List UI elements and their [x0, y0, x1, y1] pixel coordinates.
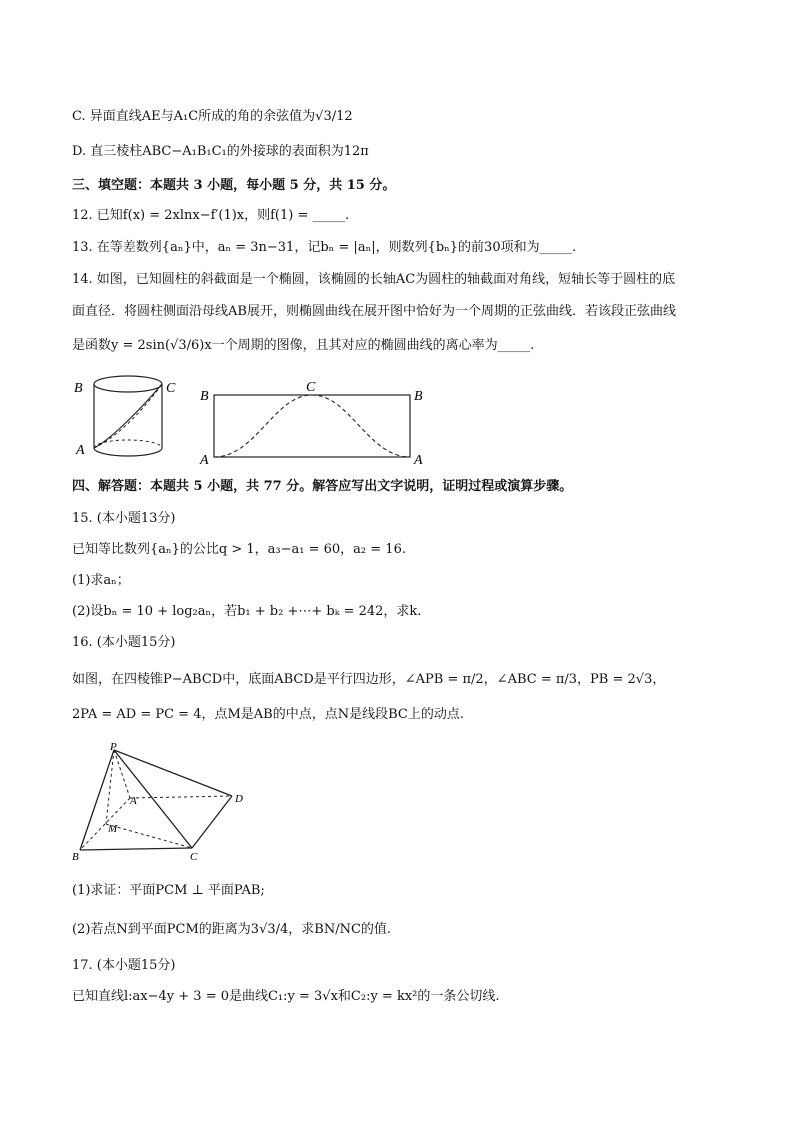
pyramid-label-m: M	[108, 823, 118, 835]
question-16-heading: 16. (本小题15分)	[72, 635, 176, 650]
question-14-line-3: 是函数y = 2sin(√3/6)x一个周期的图像，且其对应的椭圆曲线的离心率为_____.	[72, 338, 535, 353]
pyramid-label-b: B	[72, 851, 79, 863]
section-heading-solutions: 四、解答题：本题共 5 小题，共 77 分。解答应写出文字说明，证明过程或演算步骤。	[72, 479, 573, 494]
question-15-part-1: (1)求aₙ；	[72, 573, 130, 588]
cylinder-label-c: C	[166, 381, 176, 396]
option-c: C. 异面直线AE与A₁C所成的角的余弦值为√3/12	[72, 109, 353, 124]
question-12: 12. 已知f(x) = 2xlnx−f′(1)x，则f(1) = _____.	[72, 208, 350, 223]
question-17-text: 已知直线l:ax−4y + 3 = 0是曲线C₁:y = 3√x和C₂:y = kx²的一条公切线.	[72, 989, 500, 1004]
section-heading-fill-in: 三、填空题：本题共 3 小题，每小题 5 分，共 15 分。	[72, 178, 396, 193]
question-14-line-2: 面直径．将圆柱侧面沿母线AB展开，则椭圆曲线在展开图中恰好为一个周期的正弦曲线．若该段正弦曲线	[72, 304, 676, 319]
question-14-line-1: 14. 如图，已知圆柱的斜截面是一个椭圆，该椭圆的长轴AC为圆柱的轴截面对角线，短轴长等于圆柱的底	[72, 272, 676, 287]
cylinder-label-b: B	[74, 381, 83, 396]
unrolled-label-a-left: A	[200, 453, 209, 466]
pyramid-figure	[70, 738, 260, 868]
question-16-part-2: (2)若点N到平面PCM的距离为3√3/4，求BN/NC的值.	[72, 922, 392, 937]
question-16-line-1: 如图，在四棱锥P−ABCD中，底面ABCD是平行四边形，∠APB = π/2，∠ABC = π/3，PB = 2√3，	[72, 672, 666, 687]
cylinder-figure	[70, 370, 190, 465]
pyramid-label-p: P	[110, 741, 117, 753]
question-15-part-2: (2)设bₙ = 10 + log₂aₙ，若b₁ + b₂ +⋯+ bₖ = 242，求k.	[72, 604, 422, 619]
question-15-heading: 15. (本小题13分)	[72, 511, 176, 526]
unrolled-figure	[196, 376, 436, 466]
question-13: 13. 在等差数列{aₙ}中，aₙ = 3n−31，记bₙ = |aₙ|，则数列{bₙ}的前30项和为_____.	[72, 240, 577, 255]
unrolled-label-c-top: C	[306, 380, 316, 395]
question-17-heading: 17. (本小题15分)	[72, 958, 176, 973]
pyramid-label-a: A	[130, 795, 137, 807]
question-16-line-2: 2PA = AD = PC = 4，点M是AB的中点，点N是线段BC上的动点.	[72, 707, 464, 722]
pyramid-label-d: D	[235, 793, 243, 805]
question-15-text: 已知等比数列{aₙ}的公比q > 1，a₃−a₁ = 60，a₂ = 16.	[72, 542, 406, 557]
unrolled-label-b-left: B	[200, 389, 209, 404]
unrolled-label-b-right: B	[414, 389, 423, 404]
option-d: D. 直三棱柱ABC−A₁B₁C₁的外接球的表面积为12π	[72, 144, 369, 159]
unrolled-label-a-right: A	[414, 453, 423, 466]
question-16-part-1: (1)求证：平面PCM ⊥ 平面PAB;	[72, 883, 265, 898]
cylinder-label-a: A	[76, 443, 85, 458]
pyramid-label-c: C	[190, 851, 198, 863]
